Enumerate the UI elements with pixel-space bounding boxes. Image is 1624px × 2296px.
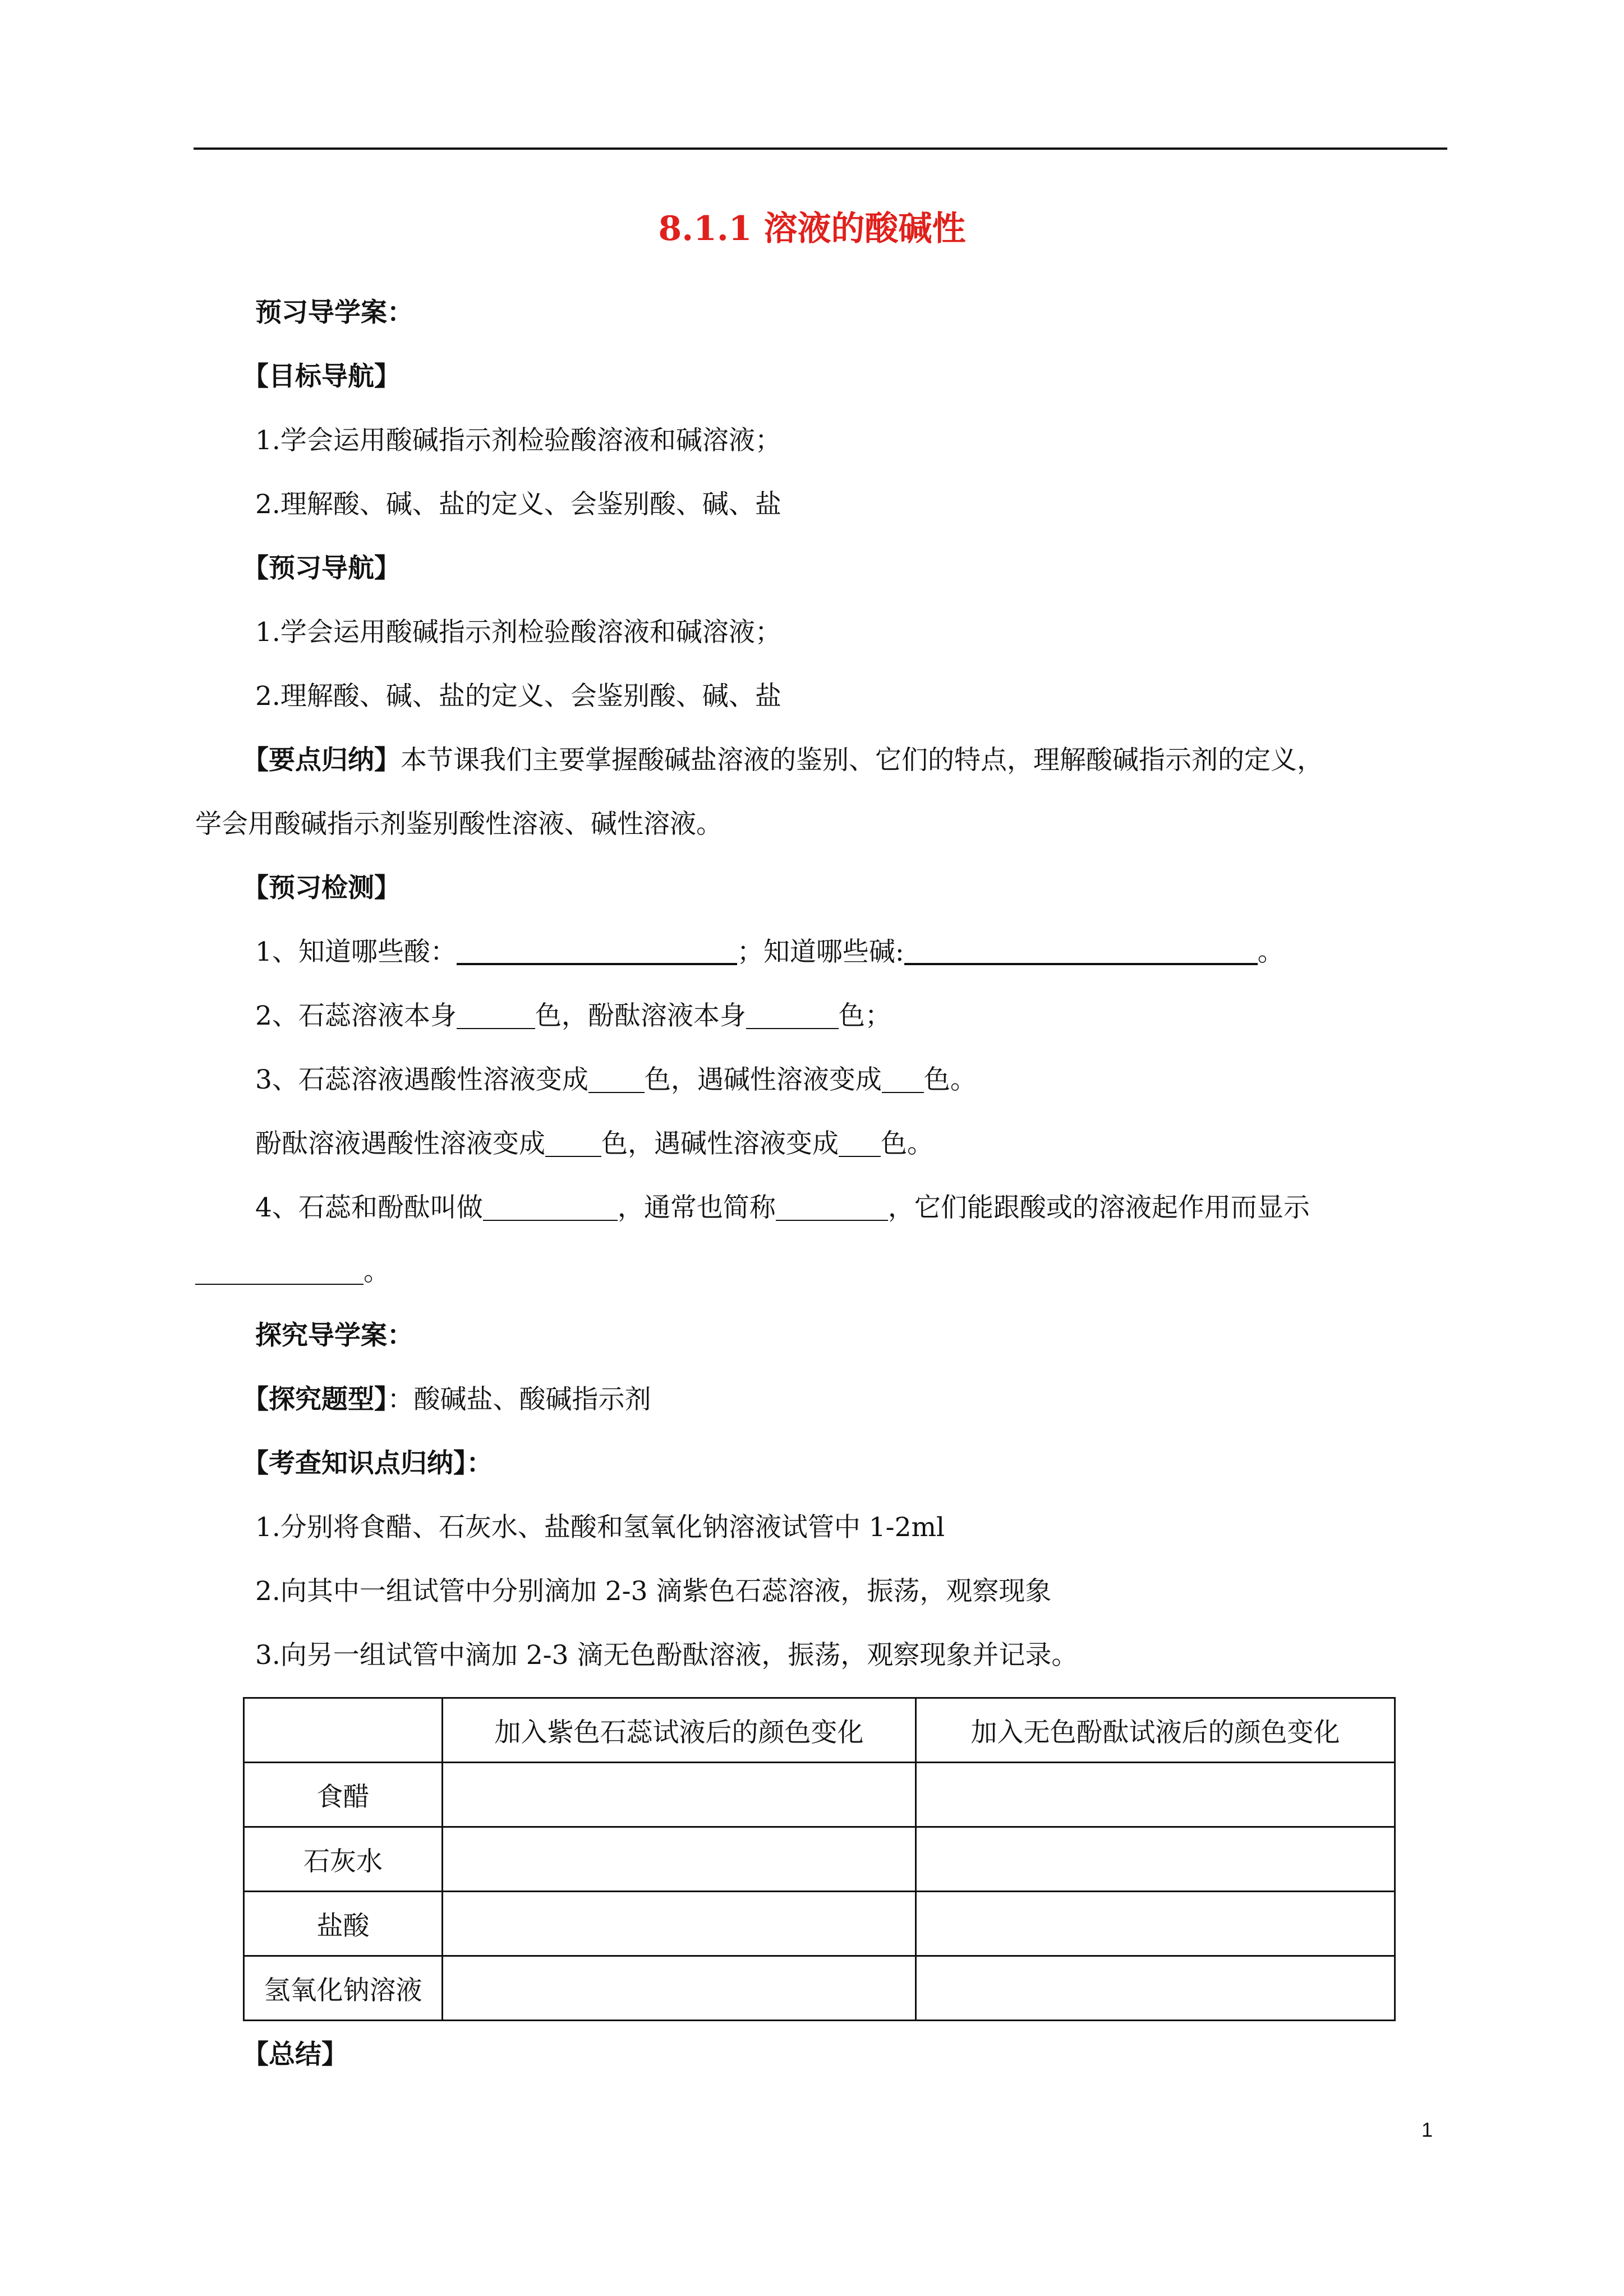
- check-question-3b: 酚酞溶液遇酸性溶液变成 色，遇碱性溶液变成 色。: [255, 1128, 933, 1159]
- answer-blank-litmus-base[interactable]: [882, 1069, 924, 1093]
- table-cell-phenolphthalein[interactable]: [916, 1956, 1395, 2021]
- table-header-row: [244, 1698, 1395, 1763]
- explore-heading: 探究导学案：: [255, 1320, 413, 1351]
- goal-nav-item-2: 2.理解酸、碱、盐的定义、会鉴别酸、碱、盐: [255, 489, 781, 520]
- check-question-4: 4、石蕊和酚酞叫做 ，通常也简称 ，它们能跟酸或的溶液起作用而显示: [255, 1192, 1310, 1223]
- table-row-label: 盐酸: [244, 1892, 443, 1956]
- explore-type: [242, 1386, 651, 1413]
- check-question-1: 1、知道哪些酸： ；知道哪些碱: 。: [255, 937, 1284, 967]
- answer-blank-indicator-name[interactable]: [483, 1197, 618, 1221]
- preview-nav-item-2: 2.理解酸、碱、盐的定义、会鉴别酸、碱、盐: [255, 681, 781, 712]
- knowledge-label: 【考查知识点归纳】：: [242, 1448, 493, 1479]
- table-cell-litmus[interactable]: [443, 1827, 916, 1892]
- header-rule: [194, 147, 1447, 150]
- table-header-cell: 加入紫色石蕊试液后的颜色变化: [443, 1698, 916, 1763]
- table-cell-phenolphthalein[interactable]: [916, 1763, 1395, 1827]
- table-cell-litmus[interactable]: [443, 1892, 916, 1956]
- table-row: [244, 1956, 1395, 2021]
- answer-blank-litmus-color[interactable]: [457, 1006, 535, 1029]
- knowledge-item-1: 1.分别将食醋、石灰水、盐酸和氢氧化钠溶液试管中 1-2ml: [255, 1512, 945, 1543]
- table-cell-phenolphthalein[interactable]: [916, 1892, 1395, 1956]
- preview-nav-label: 【预习导航】: [242, 553, 401, 584]
- summary-label: 【总结】: [242, 2039, 348, 2070]
- key-points-text-2: 学会用酸碱指示剂鉴别酸性溶液、碱性溶液。: [195, 809, 723, 840]
- answer-blank-indicator-short[interactable]: [776, 1197, 888, 1221]
- answer-blank-bases[interactable]: [904, 940, 1258, 965]
- knowledge-item-3: 3.向另一组试管中滴加 2-3 滴无色酚酞溶液，振荡，观察现象并记录。: [255, 1640, 1078, 1671]
- table-cell-litmus[interactable]: [443, 1956, 916, 2021]
- table-header-cell: 加入无色酚酞试液后的颜色变化: [916, 1698, 1395, 1763]
- table-header-cell: [244, 1698, 443, 1763]
- check-question-2: 2、石蕊溶液本身 色，酚酞溶液本身 色；: [255, 1001, 891, 1031]
- check-question-4-end: 。: [195, 1258, 390, 1285]
- knowledge-item-2: 2.向其中一组试管中分别滴加 2-3 滴紫色石蕊溶液，振荡，观察现象: [255, 1576, 1052, 1607]
- table-row-label: 食醋: [244, 1763, 443, 1827]
- answer-blank-acids[interactable]: [457, 940, 737, 965]
- table-row-label: 石灰水: [244, 1827, 443, 1892]
- table-row-label: 氢氧化钠溶液: [244, 1956, 443, 2021]
- preview-nav-item-1: 1.学会运用酸碱指示剂检验酸溶液和碱溶液；: [255, 617, 781, 648]
- preview-check-label: 【预习检测】: [242, 873, 401, 903]
- answer-blank-phenolphthalein-color[interactable]: [746, 1006, 839, 1029]
- preview-heading: 预习导学案：: [255, 297, 413, 328]
- answer-blank-display[interactable]: [195, 1261, 364, 1285]
- observation-table: [243, 1697, 1396, 2021]
- page-title: 8.1.1 溶液的酸碱性: [658, 209, 966, 248]
- table-row: [244, 1763, 1395, 1827]
- answer-blank-phenol-acid[interactable]: [545, 1133, 601, 1157]
- answer-blank-phenol-base[interactable]: [839, 1133, 881, 1157]
- key-points-text-1: 本节课我们主要掌握酸碱盐溶液的鉴别、它们的特点，理解酸碱指示剂的定义，: [401, 745, 1323, 776]
- table-cell-phenolphthalein[interactable]: [916, 1827, 1395, 1892]
- key-points-label: 【要点归纳】: [242, 745, 401, 776]
- answer-blank-litmus-acid[interactable]: [588, 1069, 645, 1093]
- explore-type-label: 【探究题型】: [242, 1384, 388, 1415]
- table-cell-litmus[interactable]: [443, 1763, 916, 1827]
- table-row: [244, 1892, 1395, 1956]
- goal-nav-item-1: 1.学会运用酸碱指示剂检验酸溶液和碱溶液；: [255, 425, 781, 456]
- goal-nav-label: 【目标导航】: [242, 361, 401, 392]
- page-number: 1: [1421, 2118, 1433, 2141]
- key-points: [242, 745, 1323, 776]
- table-row: [244, 1827, 1395, 1892]
- check-question-3: 3、石蕊溶液遇酸性溶液变成 色，遇碱性溶液变成 色。: [255, 1064, 977, 1095]
- explore-type-text: ：酸碱盐、酸碱指示剂: [387, 1384, 651, 1415]
